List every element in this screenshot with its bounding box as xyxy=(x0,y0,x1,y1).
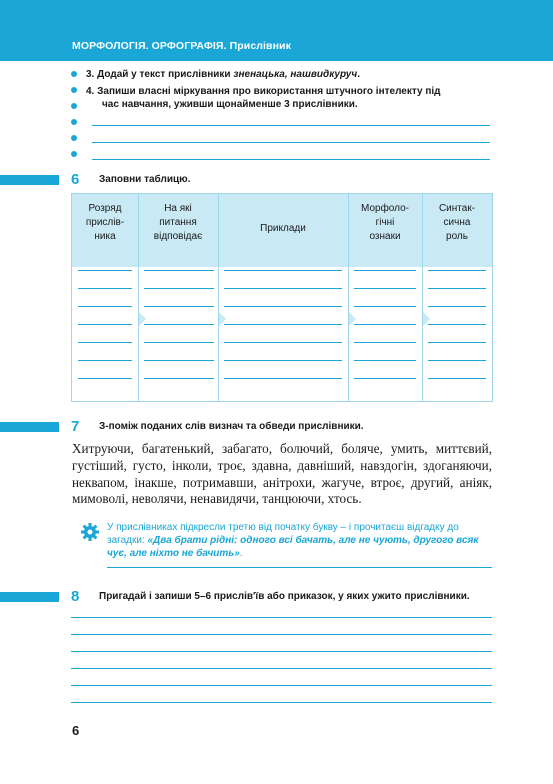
answer-line[interactable] xyxy=(71,702,492,703)
answer-line[interactable] xyxy=(107,567,492,568)
table-answer-line[interactable] xyxy=(78,270,132,271)
table-answer-line[interactable] xyxy=(354,270,416,271)
bullet-dot xyxy=(71,119,77,125)
answer-line[interactable] xyxy=(92,159,490,160)
table-answer-line[interactable] xyxy=(144,378,214,379)
answer-line[interactable] xyxy=(71,651,492,652)
task-6-bar xyxy=(0,175,59,185)
answer-line[interactable] xyxy=(92,125,490,126)
table-answer-line[interactable] xyxy=(428,324,486,325)
page-header xyxy=(0,0,553,61)
table-answer-line[interactable] xyxy=(354,378,416,379)
table-answer-line[interactable] xyxy=(224,324,342,325)
table-answer-line[interactable] xyxy=(428,270,486,271)
gear-icon xyxy=(80,522,100,542)
table-answer-line[interactable] xyxy=(428,306,486,307)
answer-table xyxy=(71,193,493,402)
answer-line[interactable] xyxy=(71,617,492,618)
item-4-number: 4. xyxy=(86,86,95,97)
item-4-line2: час навчання, уживши щонайменше 3 прислівники. xyxy=(102,99,358,110)
table-answer-line[interactable] xyxy=(78,306,132,307)
column-header: На які питання відповідає xyxy=(153,203,203,242)
item-3-end: . xyxy=(357,69,360,80)
bullet-dot xyxy=(71,151,77,157)
column-header: Морфоло- гічні ознаки xyxy=(361,203,409,242)
task-6-text: Заповни таблицю. xyxy=(99,174,191,185)
task-8-text: Пригадай і запиши 5–6 прислів'їв або приказок, у яких ужито прислівники. xyxy=(99,591,470,602)
answer-line[interactable] xyxy=(71,685,492,686)
word-list: Хитруючи, багатенький, забагато, болючий, боляче, умить, миттєвий, густіший, густо, інколи, троє, здавна, давніший, навздогін, здоганяючи, неквапом, інакше, потримавши, анітрохи, жагуче, втроє, другий, аніяк, мимоволі, неволячи, ненавидячи, танцюючи, хтось. xyxy=(72,441,492,507)
table-answer-line[interactable] xyxy=(78,342,132,343)
item-3-number: 3. xyxy=(86,69,95,80)
table-answer-line[interactable] xyxy=(224,360,342,361)
header-title: МОРФОЛОГІЯ. ОРФОГРАФІЯ. Прислівник xyxy=(72,40,291,52)
column-divider xyxy=(348,194,349,401)
table-answer-line[interactable] xyxy=(224,378,342,379)
task-6-number: 6 xyxy=(71,171,80,188)
item-3 xyxy=(86,69,360,80)
column-divider xyxy=(218,194,219,401)
table-answer-line[interactable] xyxy=(354,342,416,343)
bullet-dot xyxy=(71,135,77,141)
item-4 xyxy=(86,85,496,111)
table-answer-line[interactable] xyxy=(144,342,214,343)
column-header: Приклади xyxy=(260,223,306,234)
table-answer-line[interactable] xyxy=(428,378,486,379)
column-divider xyxy=(422,194,423,401)
table-answer-line[interactable] xyxy=(224,306,342,307)
answer-line[interactable] xyxy=(71,668,492,669)
task-8-number: 8 xyxy=(71,588,80,605)
item-3-text: Додай у текст прислівники xyxy=(97,69,234,80)
bullet-dot xyxy=(71,71,77,77)
table-answer-line[interactable] xyxy=(354,360,416,361)
table-answer-line[interactable] xyxy=(428,342,486,343)
bullet-dot xyxy=(71,103,77,109)
answer-line[interactable] xyxy=(71,634,492,635)
hint-text: У прислівниках підкресли третю від початку букву – і прочитаєш відгадку до загадки: «Два брати рідні: одного всі бачать, але не чують, другого всяк чує, але ніхто не бачить». xyxy=(107,522,479,559)
task-7-text: З-поміж поданих слів визнач та обведи прислівники. xyxy=(99,421,364,432)
answer-line[interactable] xyxy=(92,142,490,143)
table-answer-line[interactable] xyxy=(78,288,132,289)
bullet-dot xyxy=(71,87,77,93)
column-header: Синтак- сична роль xyxy=(438,203,476,242)
table-answer-line[interactable] xyxy=(78,378,132,379)
task-7-bar xyxy=(0,422,59,432)
table-answer-line[interactable] xyxy=(224,288,342,289)
table-answer-line[interactable] xyxy=(144,288,214,289)
table-answer-line[interactable] xyxy=(144,324,214,325)
table-answer-line[interactable] xyxy=(224,342,342,343)
table-answer-line[interactable] xyxy=(428,288,486,289)
task-8-bar xyxy=(0,592,59,602)
table-answer-line[interactable] xyxy=(428,360,486,361)
table-answer-line[interactable] xyxy=(224,270,342,271)
table-answer-line[interactable] xyxy=(144,270,214,271)
table-answer-line[interactable] xyxy=(354,288,416,289)
page-number: 6 xyxy=(72,723,80,738)
task-7-number: 7 xyxy=(71,418,80,435)
table-answer-line[interactable] xyxy=(78,360,132,361)
table-answer-line[interactable] xyxy=(144,360,214,361)
table-answer-line[interactable] xyxy=(354,324,416,325)
table-answer-line[interactable] xyxy=(78,324,132,325)
item-3-words: зненацька, нашвидкуруч xyxy=(233,69,358,80)
item-4-line1: Запиши власні міркування про використання штучного інтелекту під xyxy=(97,86,441,97)
column-divider xyxy=(138,194,139,401)
table-answer-line[interactable] xyxy=(354,306,416,307)
column-header: Розряд прислів- ника xyxy=(85,203,125,242)
table-answer-line[interactable] xyxy=(144,306,214,307)
